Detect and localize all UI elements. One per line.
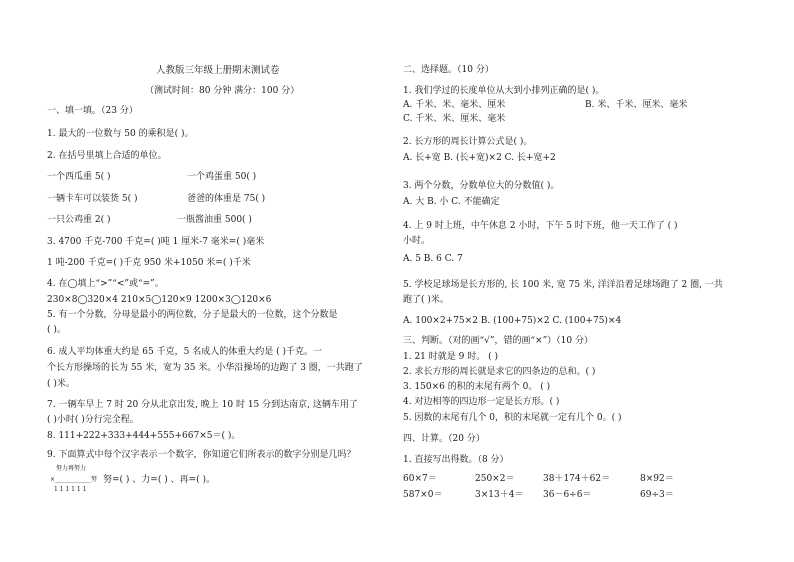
choice-question-4-line-1: 4. 上 9 时上班，中午休息 2 小时，下午 5 时下班，他一天工作了 ( ) bbox=[403, 221, 678, 231]
question-2-item-b: 一个鸡蛋重 50( ) bbox=[187, 172, 257, 182]
calc-item: 587×0＝ bbox=[403, 490, 443, 500]
question-6-line-3: ( )米。 bbox=[47, 379, 75, 389]
question-3-line-2: 1 吨-200 千克=( )千克 950 米+1050 米=( )千米 bbox=[47, 258, 251, 268]
choice-question-1: 1. 我们学过的长度单位从大到小排列正确的是( )。 bbox=[403, 86, 605, 96]
calc-item: 38＋174＋62＝ bbox=[543, 474, 611, 484]
judge-item-5: 5. 因数的末尾有几个 0，积的末尾就一定有几个 0。( ) bbox=[403, 413, 622, 423]
question-2-item-f: 一瓶酱油重 500( ) bbox=[177, 215, 252, 225]
question-4: 4. 在◯填上“>”“<”或“=”。 bbox=[47, 279, 164, 289]
choice-question-5-options: A. 100×2+75×2 B. (100+75)×2 C. (100+75)×4 bbox=[403, 316, 622, 326]
test-info: （测试时间：80 分钟 满分：100 分） bbox=[145, 86, 300, 96]
question-4-comparisons: 230×8◯320×4 210×5◯120×9 1200×3◯120×6 bbox=[47, 295, 272, 305]
question-2-item-a: 一个西瓜重 5( ) bbox=[47, 172, 111, 182]
question-2-item-e: 一只公鸡重 2( ) bbox=[47, 215, 111, 225]
question-5-line-2: ( )。 bbox=[47, 325, 66, 335]
question-9-figure-top: 努力再努力 bbox=[56, 465, 87, 472]
question-3-line-1: 3. 4700 千克-700 千克=( )吨 1 厘米-7 毫米=( )毫米 bbox=[47, 237, 265, 247]
judge-item-4: 4. 对边相等的四边形一定是长方形。( ) bbox=[403, 397, 560, 407]
choice-question-1-option-c: C. 千米、米、厘米、毫米 bbox=[403, 114, 506, 124]
question-8: 8. 111+222+333+444+555+667×5＝( )。 bbox=[47, 431, 241, 441]
question-1: 1. 最大的一位数与 50 的乘积是( )。 bbox=[47, 129, 194, 139]
choice-question-5-line-2: 跑了( )米。 bbox=[403, 295, 449, 305]
section-heading-fill-in: 一、填一填。（23 分） bbox=[47, 106, 138, 116]
calc-item: 250×2＝ bbox=[475, 474, 515, 484]
page-title: 人教版三年级上册期末测试卷 bbox=[156, 65, 280, 76]
choice-question-1-option-b: B. 米、千米、厘米、毫米 bbox=[585, 100, 688, 110]
calc-item: 60×7＝ bbox=[403, 474, 437, 484]
choice-question-3-options: A. 大 B. 小 C. 不能确定 bbox=[403, 197, 500, 207]
question-5-line-1: 5. 有一个分数，分母是最小的两位数，分子是最大的一位数，这个分数是 bbox=[47, 310, 338, 320]
choice-question-2-options: A. 长+宽 B. (长+宽)×2 C. 长+宽+2 bbox=[403, 153, 556, 163]
judge-item-3: 3. 150×6 的积的末尾有两个 0。 ( ) bbox=[403, 382, 551, 392]
question-9: 9. 下面算式中每个汉字表示一个数字，你知道它们所表示的数字分别是几吗？ bbox=[47, 450, 356, 460]
section-heading-judge: 三、判断。（对的画“√”，错的画“×”）（10 分） bbox=[403, 336, 593, 346]
choice-question-1-option-a: A. 千米、米、毫米、厘米 bbox=[403, 100, 506, 110]
calc-item: 8×92＝ bbox=[640, 474, 674, 484]
question-7-line-1: 7. 一辆车早上 7 时 20 分从北京出发, 晚上 10 时 15 分到达南京, 这辆车用了 bbox=[47, 400, 358, 410]
question-9-answers: 努=( ) 、力=( ) 、再=( )。 bbox=[103, 475, 215, 485]
section-heading-choice: 二、选择题。（10 分） bbox=[403, 65, 494, 75]
question-2: 2. 在括号里填上合适的单位。 bbox=[47, 151, 167, 161]
choice-question-4-options: A. 5 B. 6 C. 7 bbox=[403, 254, 463, 264]
choice-question-3: 3. 两个分数，分数单位大的分数值( )。 bbox=[403, 181, 560, 191]
choice-question-5-line-1: 5. 学校足球场是长方形的, 长 100 米, 宽 75 米, 洋洋沿着足球场跑了 2 圈, 一共 bbox=[403, 280, 723, 290]
question-6-line-1: 6. 成人平均体重大约是 65 千克，5 名成人的体重大约是 ( )千克。一 bbox=[47, 347, 322, 357]
question-6-line-2: 个长方形操场的长为 55 米，宽为 35 米。小华沿操场的边跑了 3 圈，一共跑了 bbox=[47, 363, 363, 373]
choice-question-4-line-2: 小时。 bbox=[403, 236, 431, 246]
question-9-figure-bottom: 1 1 1 1 1 1 bbox=[54, 486, 87, 493]
question-2-item-c: 一辆卡车可以装货 5( ) bbox=[47, 194, 138, 204]
judge-item-1: 1. 21 时就是 9 时。 ( ) bbox=[403, 352, 498, 362]
question-2-item-d: 爸爸的体重是 75( ) bbox=[187, 194, 266, 204]
section-heading-calculate: 四、计算。（20 分） bbox=[403, 434, 485, 444]
calc-item: 36－6÷6＝ bbox=[543, 490, 592, 500]
question-7-line-2: ( )小时( )分行完全程。 bbox=[47, 415, 139, 425]
calc-item: 3×13＋4＝ bbox=[475, 490, 524, 500]
choice-question-2: 2. 长方形的周长计算公式是( )。 bbox=[403, 137, 533, 147]
calc-heading-oral: 1. 直接写出得数。（8 分） bbox=[403, 455, 509, 465]
judge-item-2: 2. 求长方形的周长就是求它的四条边的总和。( ) bbox=[403, 367, 596, 377]
question-9-figure-middle: ×____________努 bbox=[50, 476, 98, 483]
calc-item: 69÷3＝ bbox=[640, 490, 674, 500]
